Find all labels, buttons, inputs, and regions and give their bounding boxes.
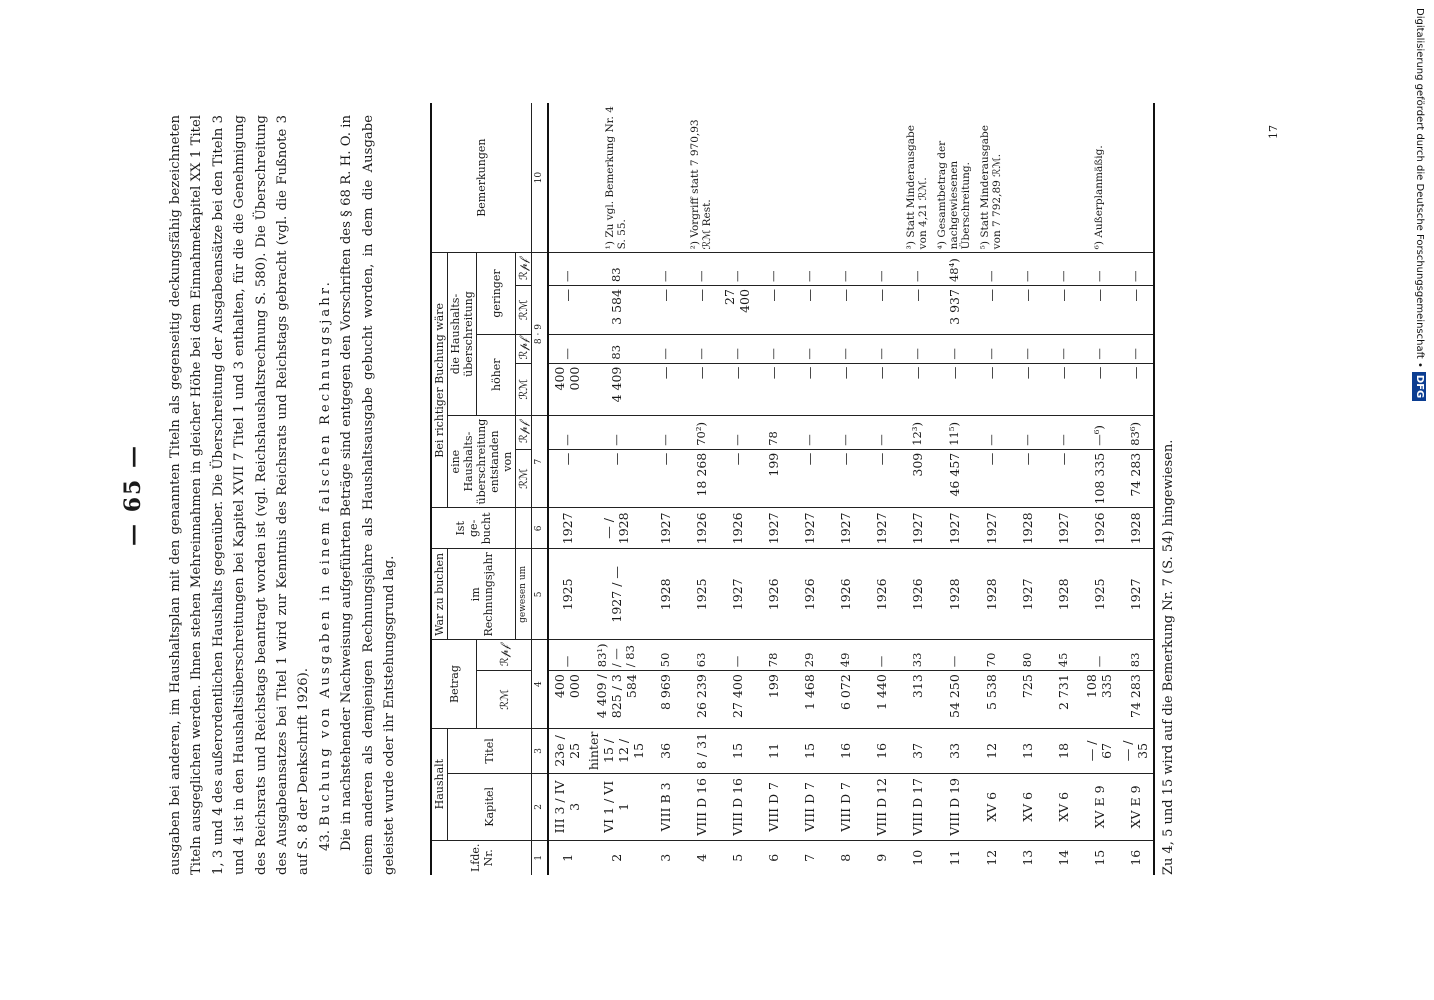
footnote: Zu 4, 5 und 15 wird auf die Bemerkung Nr. 7 (S. 54) hingewiesen. [1161, 439, 1176, 875]
cell-nr: 3 [657, 853, 673, 862]
cell-rpf: 80 [1009, 640, 1045, 671]
cell-ue_rpf: — [863, 415, 899, 449]
cell-kapitel: XV 6 [1009, 774, 1045, 840]
table-row [683, 103, 719, 875]
cell-h_rm: — [791, 363, 827, 415]
cell-rm: 4 409 / 825 / 3 584 [585, 671, 647, 728]
table-row [1009, 103, 1045, 875]
col-ist: Ist ge-bucht [431, 508, 516, 549]
cell-h_rm: 400 000 [548, 363, 585, 415]
cell-rm: 1 440 [863, 671, 899, 728]
cell-ue_rm: 18 268 [683, 449, 719, 508]
cell-war: 1927 [1117, 549, 1154, 640]
col-geringer: geringer [477, 253, 516, 334]
cell-h_rpf: — [935, 334, 973, 363]
betrag-rm: ℛℳ [477, 671, 532, 728]
ue-rpf: ℛ𝓅𝒻 [516, 415, 532, 449]
cell-titel: 18 [1045, 728, 1081, 774]
cell-h_rm: — [1045, 363, 1081, 415]
cell-g_rm: 3 584 [585, 286, 647, 335]
cell-titel: 11 [755, 728, 791, 774]
cell-ist: 1927 [755, 508, 791, 549]
col-betrag: Betrag [431, 640, 477, 728]
cell-g_rpf: — [1081, 253, 1117, 286]
col-bei-richtiger: Bei richtiger Buchung wäre [431, 253, 448, 508]
cell-h_rm: — [1081, 363, 1117, 415]
cell-nr: 10 [909, 849, 925, 866]
cell-h_rm: — [973, 363, 1009, 415]
cell-h_rpf: — [899, 334, 935, 363]
cell-g_rpf: — [863, 253, 899, 286]
cell-g_rm: — [1045, 286, 1081, 335]
colnum-5: 5 [532, 549, 549, 640]
cell-ue_rpf: — [1009, 415, 1045, 449]
cell-war: 1927 [1009, 549, 1045, 640]
cell-kapitel: XV E 9 [1081, 774, 1117, 840]
cell-g_rm: — [973, 286, 1009, 335]
cell-rpf: — [548, 640, 585, 671]
cell-ist: 1927 [863, 508, 899, 549]
cell-nr: 15 [1091, 849, 1107, 866]
cell-bem: ³) Statt Minderausgabe von 4,21 ℛℳ. [899, 103, 935, 253]
table-row [827, 103, 863, 875]
dfg-text: Digitalisierung gefördert durch die Deutsche Forschungsgemeinschaft • [1414, 8, 1425, 368]
cell-nr: 5 [729, 853, 745, 862]
cell-ist: 1928 [1009, 508, 1045, 549]
cell-ue_rpf: 78 [755, 415, 791, 449]
section-title: Buchung von Ausgaben in einem falschen Rechnungsjahr. [317, 279, 333, 826]
h-rpf: ℛ𝓅𝒻 [516, 334, 532, 363]
cell-h_rpf: — [647, 334, 683, 363]
cell-ist: 1927 [791, 508, 827, 549]
cell-war: 1926 [827, 549, 863, 640]
cell-ist: 1926 [719, 508, 755, 549]
cell-g_rm: — [827, 286, 863, 335]
cell-g_rpf: — [1045, 253, 1081, 286]
cell-ue_rpf: — [548, 415, 585, 449]
cell-ue_rm: — [827, 449, 863, 508]
cell-titel: 15 [719, 728, 755, 774]
cell-ue_rpf: — [973, 415, 1009, 449]
cell-h_rm: — [827, 363, 863, 415]
cell-ue_rpf: 83⁶) [1117, 415, 1154, 449]
cell-rm: 1 468 [791, 671, 827, 728]
cell-titel: 37 [899, 728, 935, 774]
cell-h_rm: — [683, 363, 719, 415]
cell-ist: 1927 [935, 508, 973, 549]
table-row [647, 103, 683, 875]
cell-h_rpf: — [1081, 334, 1117, 363]
table-row [1045, 103, 1081, 875]
cell-h_rpf: — [791, 334, 827, 363]
cell-bem [863, 103, 899, 253]
col-eine-ue: eine Haushalts-überschreitung entstanden von [448, 415, 516, 508]
g-rpf: ℛ𝓅𝒻 [516, 253, 532, 286]
cell-war: 1926 [899, 549, 935, 640]
cell-nr: 2 [608, 853, 624, 862]
col-bemerkungen: Bemerkungen [431, 103, 532, 253]
table-row [973, 103, 1009, 875]
cell-g_rm: 3 937 [935, 286, 973, 335]
cell-rm: 6 072 [827, 671, 863, 728]
cell-rm: 26 239 [683, 671, 719, 728]
cell-h_rpf: — [863, 334, 899, 363]
col-war: War zu buchen [431, 549, 448, 640]
cell-war: 1928 [647, 549, 683, 640]
cell-war: 1926 [755, 549, 791, 640]
cell-bem [827, 103, 863, 253]
cell-nr: 8 [837, 853, 853, 862]
table-row [935, 103, 973, 875]
footer-page-number: 17 [1267, 125, 1280, 139]
table-row [1117, 103, 1154, 875]
cell-nr: 12 [983, 849, 999, 866]
cell-g_rpf: — [899, 253, 935, 286]
cell-kapitel: III 3 / IV 3 [548, 774, 585, 840]
section-heading [315, 115, 336, 875]
cell-ist: 1928 [1117, 508, 1154, 549]
cell-titel: 15 [791, 728, 827, 774]
cell-ue_rm: — [973, 449, 1009, 508]
cell-g_rpf: 48⁴) [935, 253, 973, 286]
cell-nr: 9 [873, 853, 889, 862]
cell-ue_rm: — [863, 449, 899, 508]
cell-kapitel: VIII D 16 [719, 774, 755, 840]
cell-rpf: 70 [973, 640, 1009, 671]
cell-rpf: — [719, 640, 755, 671]
cell-g_rm: — [683, 286, 719, 335]
colnum-8: 8 [534, 338, 544, 345]
cell-rm: 400 000 [548, 671, 585, 728]
ue-rm: ℛℳ [516, 449, 532, 508]
cell-war: 1926 [791, 549, 827, 640]
cell-kapitel: VIII D 7 [827, 774, 863, 840]
cell-kapitel: VIII B 3 [647, 774, 683, 840]
cell-h_rm: — [899, 363, 935, 415]
cell-bem [647, 103, 683, 253]
cell-g_rpf: — [791, 253, 827, 286]
cell-g_rm: — [1117, 286, 1154, 335]
cell-h_rpf: 83 [585, 334, 647, 363]
cell-nr: 6 [765, 853, 781, 862]
cell-bem [1045, 103, 1081, 253]
cell-titel: 12 [973, 728, 1009, 774]
cell-rpf: 63 [683, 640, 719, 671]
cell-ue_rm: 309 [899, 449, 935, 508]
table-row [585, 103, 647, 875]
table-body [548, 103, 1154, 875]
nachweisung-table [430, 106, 1176, 875]
cell-h_rm: — [719, 363, 755, 415]
cell-ue_rm: 108 335 [1081, 449, 1117, 508]
cell-ue_rpf: — [827, 415, 863, 449]
betrag-rpf: ℛ𝓅𝒻 [477, 640, 532, 671]
colnum-3: 3 [532, 728, 549, 774]
cell-g_rm: — [755, 286, 791, 335]
cell-nr: 1 [559, 853, 575, 862]
cell-rpf: 45 [1045, 640, 1081, 671]
table-row [863, 103, 899, 875]
cell-g_rm: — [791, 286, 827, 335]
cell-ue_rpf: 11⁵) [935, 415, 973, 449]
cell-g_rpf: — [755, 253, 791, 286]
intro-paragraph: ausgaben bei anderen, im Haushaltsplan mit den genannten Titeln als gegenseitig deckungsfähig bezeichneten Titeln ausgeglichen werden. Ihnen stehen Mehreinnahmen in gleicher Höhe bei dem Einnahmekapitel XX 1 Titel 1, 3 und 4 des außerordentlichen Haushalts gegenüber. Die Überschreitung der Ausgabeansätze bei den Titeln 3 und 4 ist in den Haushaltsüberschreitungen bei Kapitel XVII 7 Titel 1 und 3 enthalten, für die die Genehmigung des Reichsrats und Reichstags beantragt worden ist (vgl. Reichshaushaltsrechnung S. 580). Die Überschreitung des Ausgabeansatzes bei Titel 1 wird zur Kenntnis des Reichsrats und Reichstags gebracht (vgl. die Fußnote 3 auf S. 8 der Denkschrift 1926). [168, 115, 312, 875]
cell-war: 1928 [1045, 549, 1081, 640]
cell-ue_rm: — [791, 449, 827, 508]
cell-titel: 23e / 25 [548, 728, 585, 774]
colnum-8-9: 8 · 9 [532, 253, 549, 415]
cell-nr: 11 [946, 849, 962, 866]
cell-ist: 1927 [647, 508, 683, 549]
cell-ue_rpf: — [585, 415, 647, 449]
colnum-7: 7 [532, 415, 549, 508]
cell-kapitel: XV 6 [973, 774, 1009, 840]
colnum-10: 10 [532, 103, 549, 253]
cell-rpf: 83¹) / — / 83 [585, 640, 647, 671]
cell-titel: 33 [935, 728, 973, 774]
cell-war: 1928 [935, 549, 973, 640]
g-rm: ℛℳ [516, 286, 532, 335]
cell-h_rm: — [647, 363, 683, 415]
cell-rm: 74 283 [1117, 671, 1154, 728]
cell-h_rpf: — [755, 334, 791, 363]
cell-h_rpf: — [973, 334, 1009, 363]
cell-nr: 4 [693, 853, 709, 862]
colnum-4: 4 [532, 640, 549, 728]
cell-ist: 1927 [973, 508, 1009, 549]
cell-g_rpf: — [548, 253, 585, 286]
colnum-1: 1 [532, 840, 549, 875]
gewesen-label: gewesen um [516, 549, 532, 640]
cell-nr: 7 [801, 853, 817, 862]
section-number: 43. [317, 830, 333, 851]
cell-ue_rpf: —⁶) [1081, 415, 1117, 449]
cell-ue_rm: — [548, 449, 585, 508]
page-sheet [110, 95, 1290, 895]
cell-kapitel: XV 6 [1045, 774, 1081, 840]
col-hoeher: höher [477, 334, 516, 415]
cell-ue_rm: — [647, 449, 683, 508]
cell-ue_rpf: — [791, 415, 827, 449]
cell-bem: ⁶) Außerplanmäßig. [1081, 103, 1117, 253]
cell-bem [791, 103, 827, 253]
cell-rm: 2 731 [1045, 671, 1081, 728]
cell-g_rm: — [647, 286, 683, 335]
cell-bem [548, 103, 585, 253]
cell-h_rpf: — [1009, 334, 1045, 363]
cell-bem: ⁴) Gesamtbetrag der nachgewiesenen Überschreitung. [935, 103, 973, 253]
dfg-logo: DFG [1412, 372, 1426, 401]
cell-titel: 13 [1009, 728, 1045, 774]
col-die-ue: die Haushalts-überschreitung [448, 253, 477, 415]
col-haushalt: Haushalt [431, 728, 448, 840]
cell-rpf: 78 [755, 640, 791, 671]
cell-kapitel: VIII D 16 [683, 774, 719, 840]
cell-h_rpf: — [1045, 334, 1081, 363]
cell-rpf: — [863, 640, 899, 671]
cell-kapitel: VIII D 12 [863, 774, 899, 840]
cell-h_rm: — [755, 363, 791, 415]
cell-rm: 313 [899, 671, 935, 728]
col-titel: Titel [448, 728, 532, 774]
cell-ist: 1927 [827, 508, 863, 549]
cell-g_rm: — [899, 286, 935, 335]
colnum-9: 9 [534, 324, 544, 330]
cell-ue_rpf: — [719, 415, 755, 449]
ist-blank [516, 508, 532, 549]
cell-rpf: — [1081, 640, 1117, 671]
cell-g_rm: — [863, 286, 899, 335]
cell-war: 1927 [719, 549, 755, 640]
cell-ist: 1926 [683, 508, 719, 549]
cell-rm: 199 [755, 671, 791, 728]
table-row [899, 103, 935, 875]
cell-rm: 108 335 [1081, 671, 1117, 728]
cell-rm: 8 969 [647, 671, 683, 728]
cell-war: 1925 [683, 549, 719, 640]
cell-h_rpf: — [827, 334, 863, 363]
cell-h_rm: — [863, 363, 899, 415]
cell-titel: — / 35 [1117, 728, 1154, 774]
cell-h_rpf: — [548, 334, 585, 363]
table-row [719, 103, 755, 875]
page-number-label: — 65 — [120, 444, 146, 546]
colnum-6: 6 [532, 508, 549, 549]
cell-kapitel: VIII D 7 [755, 774, 791, 840]
table-row [1081, 103, 1117, 875]
cell-g_rpf: — [719, 253, 755, 286]
cell-war: 1925 [548, 549, 585, 640]
cell-kapitel: VIII D 17 [899, 774, 935, 840]
cell-rpf: 29 [791, 640, 827, 671]
cell-rm: 725 [1009, 671, 1045, 728]
cell-rpf: — [935, 640, 973, 671]
cell-ue_rpf: 70²) [683, 415, 719, 449]
cell-g_rpf: — [683, 253, 719, 286]
col-lfd: Lfde. Nr. [431, 840, 532, 875]
cell-titel: hinter 15 / 12 / 15 [585, 728, 647, 774]
cell-g_rpf: — [827, 253, 863, 286]
col-im-rj: im Rechnungsjahr [448, 549, 516, 640]
cell-g_rpf: — [647, 253, 683, 286]
cell-kapitel: VI 1 / VI 1 [585, 774, 647, 840]
cell-h_rpf: — [1117, 334, 1154, 363]
cell-bem [1117, 103, 1154, 253]
cell-nr: 16 [1127, 849, 1143, 866]
cell-bem [755, 103, 791, 253]
cell-g_rpf: 83 [585, 253, 647, 286]
cell-ue_rpf: 12³) [899, 415, 935, 449]
cell-ue_rm: 74 283 [1117, 449, 1154, 508]
cell-war: 1925 [1081, 549, 1117, 640]
cell-kapitel: XV E 9 [1117, 774, 1154, 840]
cell-g_rpf: — [1117, 253, 1154, 286]
cell-titel: 16 [863, 728, 899, 774]
cell-war: 1927 / — [585, 549, 647, 640]
cell-g_rm: — [1081, 286, 1117, 335]
cell-nr: 13 [1019, 849, 1035, 866]
cell-rpf: 33 [899, 640, 935, 671]
cell-h_rm: — [935, 363, 973, 415]
cell-ue_rm: 199 [755, 449, 791, 508]
cell-h_rm: — [1117, 363, 1154, 415]
table-row [755, 103, 791, 875]
cell-bem [1009, 103, 1045, 253]
cell-nr: 14 [1055, 849, 1071, 866]
cell-ue_rpf: — [647, 415, 683, 449]
cell-ist: 1927 [548, 508, 585, 549]
dfg-credit [1408, 8, 1430, 998]
section-text: Die in nachstehender Nachweisung aufgeführten Beträge sind entgegen den Vorschriften des § 68 R. H. O. in einem anderen als demjenigen Rechnungsjahre als Haushaltsausgabe gebucht worden, in dem die Ausgabe geleistet wurde oder ihr Entstehungsgrund lag. [339, 115, 398, 875]
cell-bem: ²) Vorgriff statt 7 970,93 ℛℳ Rest. [683, 103, 719, 253]
cell-rpf: 83 [1117, 640, 1154, 671]
cell-rm: 27 400 [719, 671, 755, 728]
cell-titel: 16 [827, 728, 863, 774]
cell-ue_rm: — [1045, 449, 1081, 508]
cell-war: 1926 [863, 549, 899, 640]
cell-ue_rm: — [585, 449, 647, 508]
col-kapitel: Kapitel [448, 774, 532, 840]
cell-rm: 5 538 [973, 671, 1009, 728]
cell-h_rpf: — [683, 334, 719, 363]
cell-rm: 54 250 [935, 671, 973, 728]
cell-ue_rm: 46 457 [935, 449, 973, 508]
cell-h_rpf: — [719, 334, 755, 363]
cell-bem: ⁵) Statt Minderausgabe von 7 792,89 ℛℳ. [973, 103, 1009, 253]
cell-ue_rm: — [719, 449, 755, 508]
cell-bem [719, 103, 755, 253]
cell-ist: 1927 [1045, 508, 1081, 549]
column-number-row [532, 103, 549, 875]
cell-ue_rm: — [1009, 449, 1045, 508]
cell-rpf: 49 [827, 640, 863, 671]
cell-war: 1928 [973, 549, 1009, 640]
cell-h_rm: 4 409 [585, 363, 647, 415]
cell-titel: 8 / 31 [683, 728, 719, 774]
cell-bem: ¹) Zu vgl. Bemerkung Nr. 4 S. 55. [585, 103, 647, 253]
cell-ist: 1927 [899, 508, 935, 549]
cell-ist: — / 1928 [585, 508, 647, 549]
cell-titel: 36 [647, 728, 683, 774]
cell-titel: — / 67 [1081, 728, 1117, 774]
cell-g_rm: — [548, 286, 585, 335]
cell-ue_rpf: — [1045, 415, 1081, 449]
cell-kapitel: VIII D 19 [935, 774, 973, 840]
cell-rpf: 50 [647, 640, 683, 671]
table-row [791, 103, 827, 875]
cell-kapitel: VIII D 7 [791, 774, 827, 840]
cell-g_rpf: — [1009, 253, 1045, 286]
cell-g_rpf: — [973, 253, 1009, 286]
cell-g_rm: — [1009, 286, 1045, 335]
h-rm: ℛℳ [516, 363, 532, 415]
cell-h_rm: — [1009, 363, 1045, 415]
table-row [548, 103, 585, 875]
cell-ist: 1926 [1081, 508, 1117, 549]
cell-g_rm: 27 400 [719, 286, 755, 335]
colnum-2: 2 [532, 774, 549, 840]
